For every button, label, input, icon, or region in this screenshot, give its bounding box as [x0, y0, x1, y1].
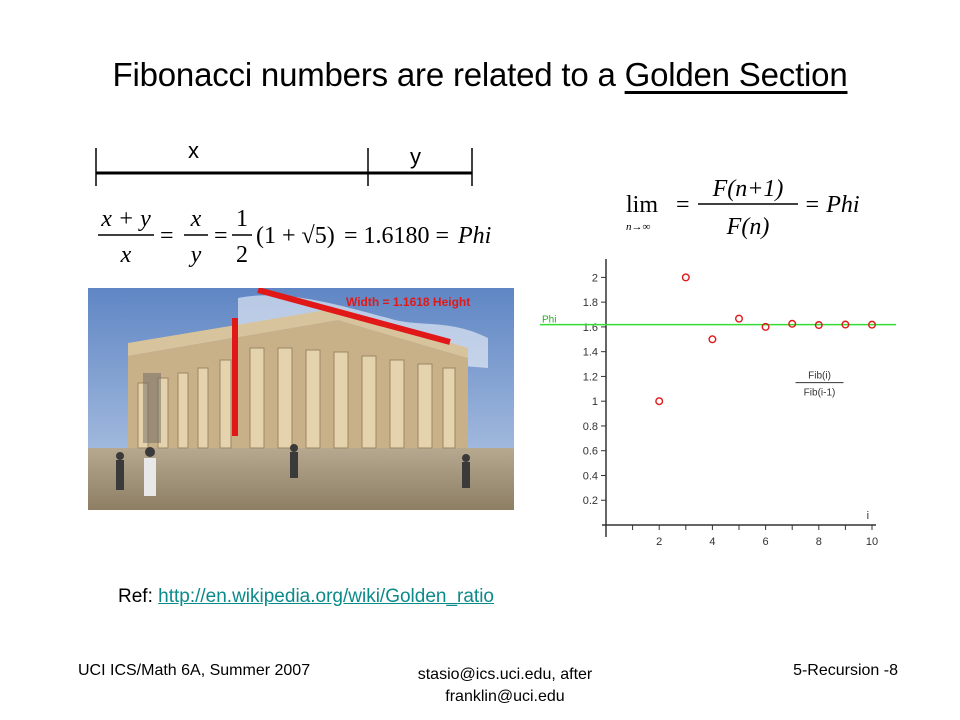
- golden-ratio-formula: [96, 200, 506, 278]
- limit-lim: lim: [626, 192, 659, 218]
- y-tick-label: 0.2: [582, 495, 598, 508]
- formula-equals-1: =: [160, 223, 174, 249]
- title-text: Fibonacci numbers are related to a: [112, 56, 616, 93]
- chart-marks: [540, 274, 896, 404]
- formula-fraction-2-num: x: [190, 206, 202, 232]
- y-tick-label: 0.4: [582, 470, 598, 483]
- y-tick-label: 1.6: [582, 321, 598, 334]
- data-point: [656, 398, 663, 405]
- slide-title: [0, 56, 960, 94]
- limit-equals: =: [676, 192, 690, 218]
- formula-half-num: 1: [236, 206, 248, 232]
- legend-numerator: Fib(i): [808, 370, 831, 382]
- formula-sqrt-part: (1 + √5): [256, 223, 335, 249]
- segment-x-label: x: [188, 140, 199, 163]
- formula-value: = 1.6180 =: [344, 223, 450, 249]
- footer-center-line2: franklin@uci.edu: [445, 688, 565, 705]
- formula-half-den: 2: [236, 242, 248, 268]
- segment-diagram: [90, 140, 480, 190]
- limit-rhs: = Phi: [804, 192, 860, 218]
- ref-label: Ref:: [118, 586, 153, 607]
- x-tick-label: 6: [762, 536, 769, 548]
- ref-link[interactable]: http://en.wikipedia.org/wiki/Golden_ratio: [158, 586, 494, 607]
- y-tick-label: 2: [591, 272, 598, 285]
- reference: [118, 586, 494, 608]
- phi-reference-label: Phi: [542, 314, 557, 326]
- y-tick-label: 1.2: [582, 371, 598, 384]
- y-tick-label: 1.8: [582, 297, 598, 310]
- golden-section-link[interactable]: Golden Section: [624, 56, 848, 93]
- footer-center: [360, 664, 650, 708]
- data-point: [736, 315, 743, 322]
- limit-formula: [620, 170, 880, 250]
- photo-caption: Width = 1.1618 Height: [346, 295, 471, 309]
- footer-right: 5-Recursion -8: [793, 662, 898, 679]
- limit-numerator: F(n+1): [712, 176, 784, 202]
- formula-fraction-1-num: x + y: [101, 206, 151, 232]
- data-point: [683, 274, 690, 281]
- legend-denominator: Fib(i-1): [803, 387, 836, 399]
- x-axis-label: i: [866, 510, 870, 522]
- y-tick-label: 1: [591, 396, 598, 409]
- data-point: [709, 336, 716, 343]
- segment-y-label: y: [410, 144, 421, 169]
- footer-left: UCI ICS/Math 6A, Summer 2007: [78, 662, 311, 679]
- y-tick-label: 1.4: [582, 346, 598, 359]
- data-point: [789, 321, 796, 328]
- formula-fraction-2-den: y: [190, 242, 202, 268]
- limit-subscript: n→∞: [626, 221, 651, 233]
- x-tick-label: 8: [815, 536, 822, 548]
- y-tick-label: 0.8: [582, 420, 598, 433]
- chart-axes: [583, 259, 878, 548]
- formula-phi: Phi: [458, 223, 492, 249]
- parthenon-photo: [88, 288, 514, 510]
- y-tick-label: 0.6: [582, 445, 598, 458]
- x-tick-label: 2: [656, 536, 663, 548]
- fib-ratio-chart: [540, 255, 900, 550]
- x-tick-label: 4: [709, 536, 716, 548]
- formula-fraction-1-den: x: [120, 242, 132, 268]
- formula-equals-2: =: [214, 223, 228, 249]
- footer-center-line1: stasio@ics.uci.edu, after: [417, 666, 593, 683]
- limit-denominator: F(n): [726, 214, 770, 240]
- x-tick-label: 10: [865, 536, 879, 548]
